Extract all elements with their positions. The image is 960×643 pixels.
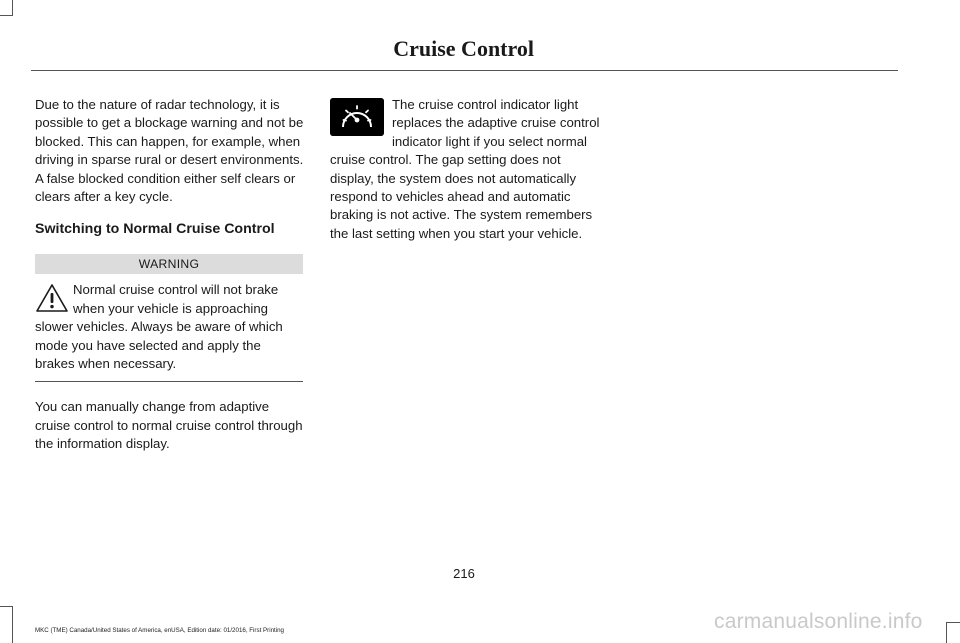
right-column bbox=[330, 96, 600, 243]
warning-text: Normal cruise control will not brake when your vehicle is approaching slower vehicles. Always be aware of which mode you have selected and apply the brakes when necessary. bbox=[35, 282, 283, 372]
page-title: Cruise Control bbox=[393, 36, 534, 61]
closing-paragraph: You can manually change from adaptive cruise control to normal cruise control through the information display. bbox=[35, 399, 303, 452]
crop-mark bbox=[12, 606, 13, 643]
page-number: 216 bbox=[453, 566, 475, 581]
warning-body bbox=[35, 281, 303, 382]
footer-text: MKC (TME) Canada/United States of America, enUSA, Edition date: 01/2016, First Printing bbox=[35, 627, 284, 634]
warning-box bbox=[35, 254, 303, 382]
section-heading: Switching to Normal Cruise Control bbox=[35, 221, 275, 238]
left-column bbox=[35, 96, 305, 454]
watermark: carmanualsonline.info bbox=[714, 610, 923, 633]
crop-mark bbox=[946, 622, 947, 643]
intro-paragraph: Due to the nature of radar technology, it is possible to get a blockage warning and not be blocked. This can happen, for example, when driving in sparse rural or desert environments. A false blocked condition either self clears or clears after a key cycle. bbox=[35, 97, 304, 205]
crop-mark bbox=[0, 15, 13, 16]
warning-label: WARNING bbox=[35, 254, 303, 274]
crop-mark bbox=[946, 622, 960, 623]
indicator-paragraph: The cruise control indicator light replaces the adaptive cruise control indicator light if you select normal cruise control. The gap setting does not display, the system does not automatically respond to vehicles ahead and automatic braking is not active. The system remembers the last setting when you start your vehicle. bbox=[330, 97, 600, 241]
header-rule bbox=[31, 70, 898, 71]
speedometer-indicator-icon bbox=[330, 98, 384, 136]
warning-triangle-icon bbox=[35, 283, 69, 313]
crop-mark bbox=[12, 0, 13, 15]
crop-mark bbox=[0, 606, 13, 607]
